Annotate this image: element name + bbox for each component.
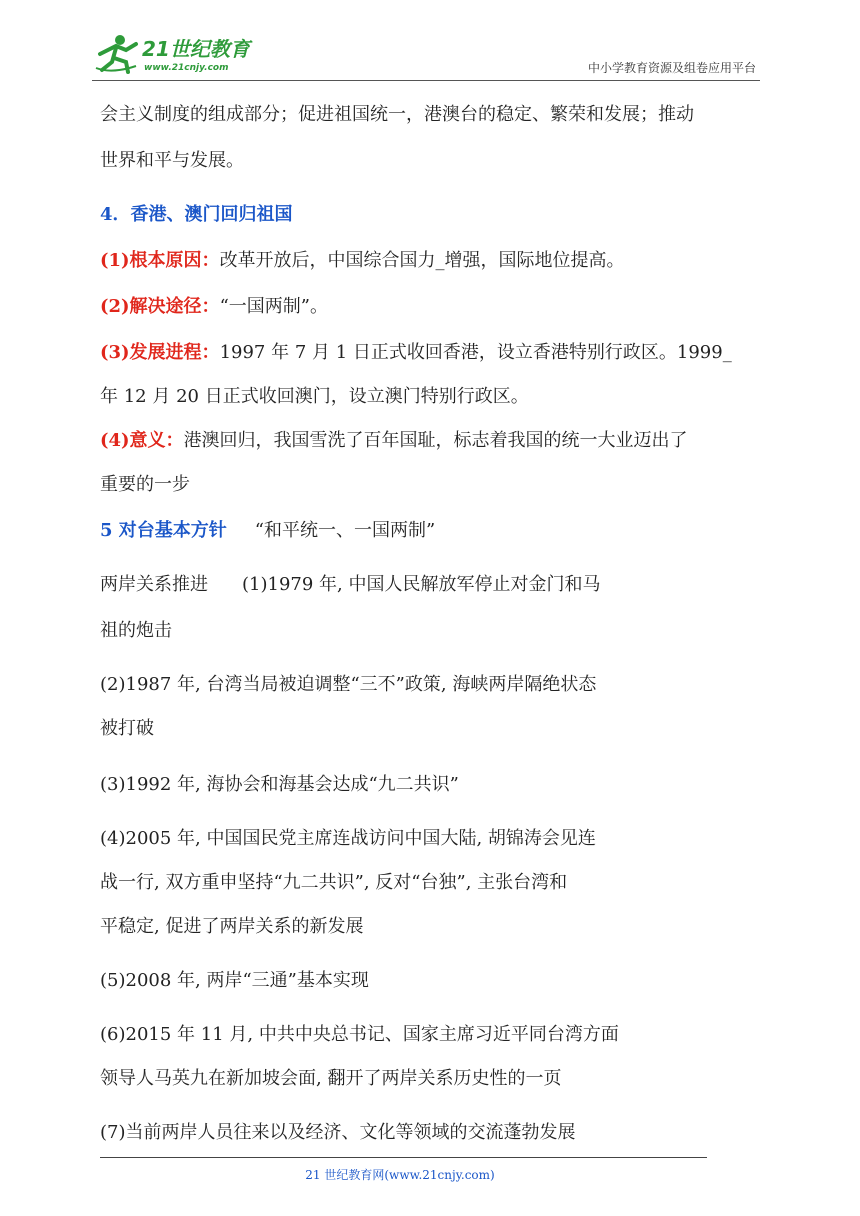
point-3 <box>100 338 732 364</box>
page-header <box>92 28 760 81</box>
logo-text: 21世纪教育 <box>142 37 250 61</box>
row-label: 两岸关系推进 <box>100 574 208 595</box>
point-label: (1)根本原因： <box>100 250 220 271</box>
point-4 <box>100 426 688 452</box>
row-text: (1)1979 年, 中国人民解放军停止对金门和马 <box>242 574 601 595</box>
point-2 <box>100 292 328 318</box>
relations-row-1 <box>100 570 600 596</box>
text-line: (2)1987 年, 台湾当局被迫调整“三不”政策, 海峡两岸隔绝状态 <box>100 674 597 695</box>
point-text: 1997 年 7 月 1 日正式收回香港，设立香港特别行政区。1999_ <box>219 342 732 363</box>
point-text: “一国两制”。 <box>219 296 328 317</box>
point-label: (4)意义： <box>100 430 184 451</box>
logo-url: www.21cnjy.com <box>144 63 229 73</box>
text-line: 领导人马英九在新加坡会面, 翻开了两岸关系历史性的一页 <box>100 1068 562 1089</box>
text-line: 被打破 <box>100 718 154 739</box>
runner-logo-icon <box>92 32 272 76</box>
text-line: (6)2015 年 11 月, 中共中央总书记、国家主席习近平同台湾方面 <box>100 1024 619 1045</box>
point-label: (2)解决途径： <box>100 296 220 317</box>
text-line: 战一行, 双方重申坚持“九二共识”, 反对“台独”, 主张台湾和 <box>100 872 568 893</box>
text-line: (5)2008 年, 两岸“三通”基本实现 <box>100 970 369 991</box>
text-line: 重要的一步 <box>100 474 190 495</box>
page-footer: 21 世纪教育网(www.21cnjy.com) <box>305 1168 495 1182</box>
site-logo <box>92 32 272 76</box>
text-line: 祖的炮击 <box>100 620 172 641</box>
section-heading-4: 4．香港、澳门回归祖国 <box>100 204 293 225</box>
point-text: 港澳回归，我国雪洗了百年国耻，标志着我国的统一大业迈出了 <box>183 430 688 451</box>
heading-label: 5 对台基本方针 <box>100 520 227 541</box>
footer-divider <box>100 1157 707 1158</box>
text-line: 年 12 月 20 日正式收回澳门，设立澳门特别行政区。 <box>100 386 529 407</box>
section-heading-5 <box>100 516 435 542</box>
text-line: (7)当前两岸人员往来以及经济、文化等领域的交流蓬勃发展 <box>100 1122 576 1143</box>
heading-text: “和平统一、一国两制” <box>254 520 436 541</box>
text-line: 平稳定, 促进了两岸关系的新发展 <box>100 916 364 937</box>
point-text: 改革开放后，中国综合国力_增强，国际地位提高。 <box>219 250 625 271</box>
text-line: 会主义制度的组成部分；促进祖国统一，港澳台的稳定、繁荣和发展；推动 <box>100 104 694 125</box>
text-line: (3)1992 年, 海协会和海基会达成“九二共识” <box>100 774 459 795</box>
text-line: (4)2005 年, 中国国民党主席连战访问中国大陆, 胡锦涛会见连 <box>100 828 596 849</box>
text-line: 世界和平与发展。 <box>100 150 244 171</box>
platform-name: 中小学教育资源及组卷应用平台 <box>587 61 756 75</box>
point-1 <box>100 246 625 272</box>
point-label: (3)发展进程： <box>100 342 220 363</box>
